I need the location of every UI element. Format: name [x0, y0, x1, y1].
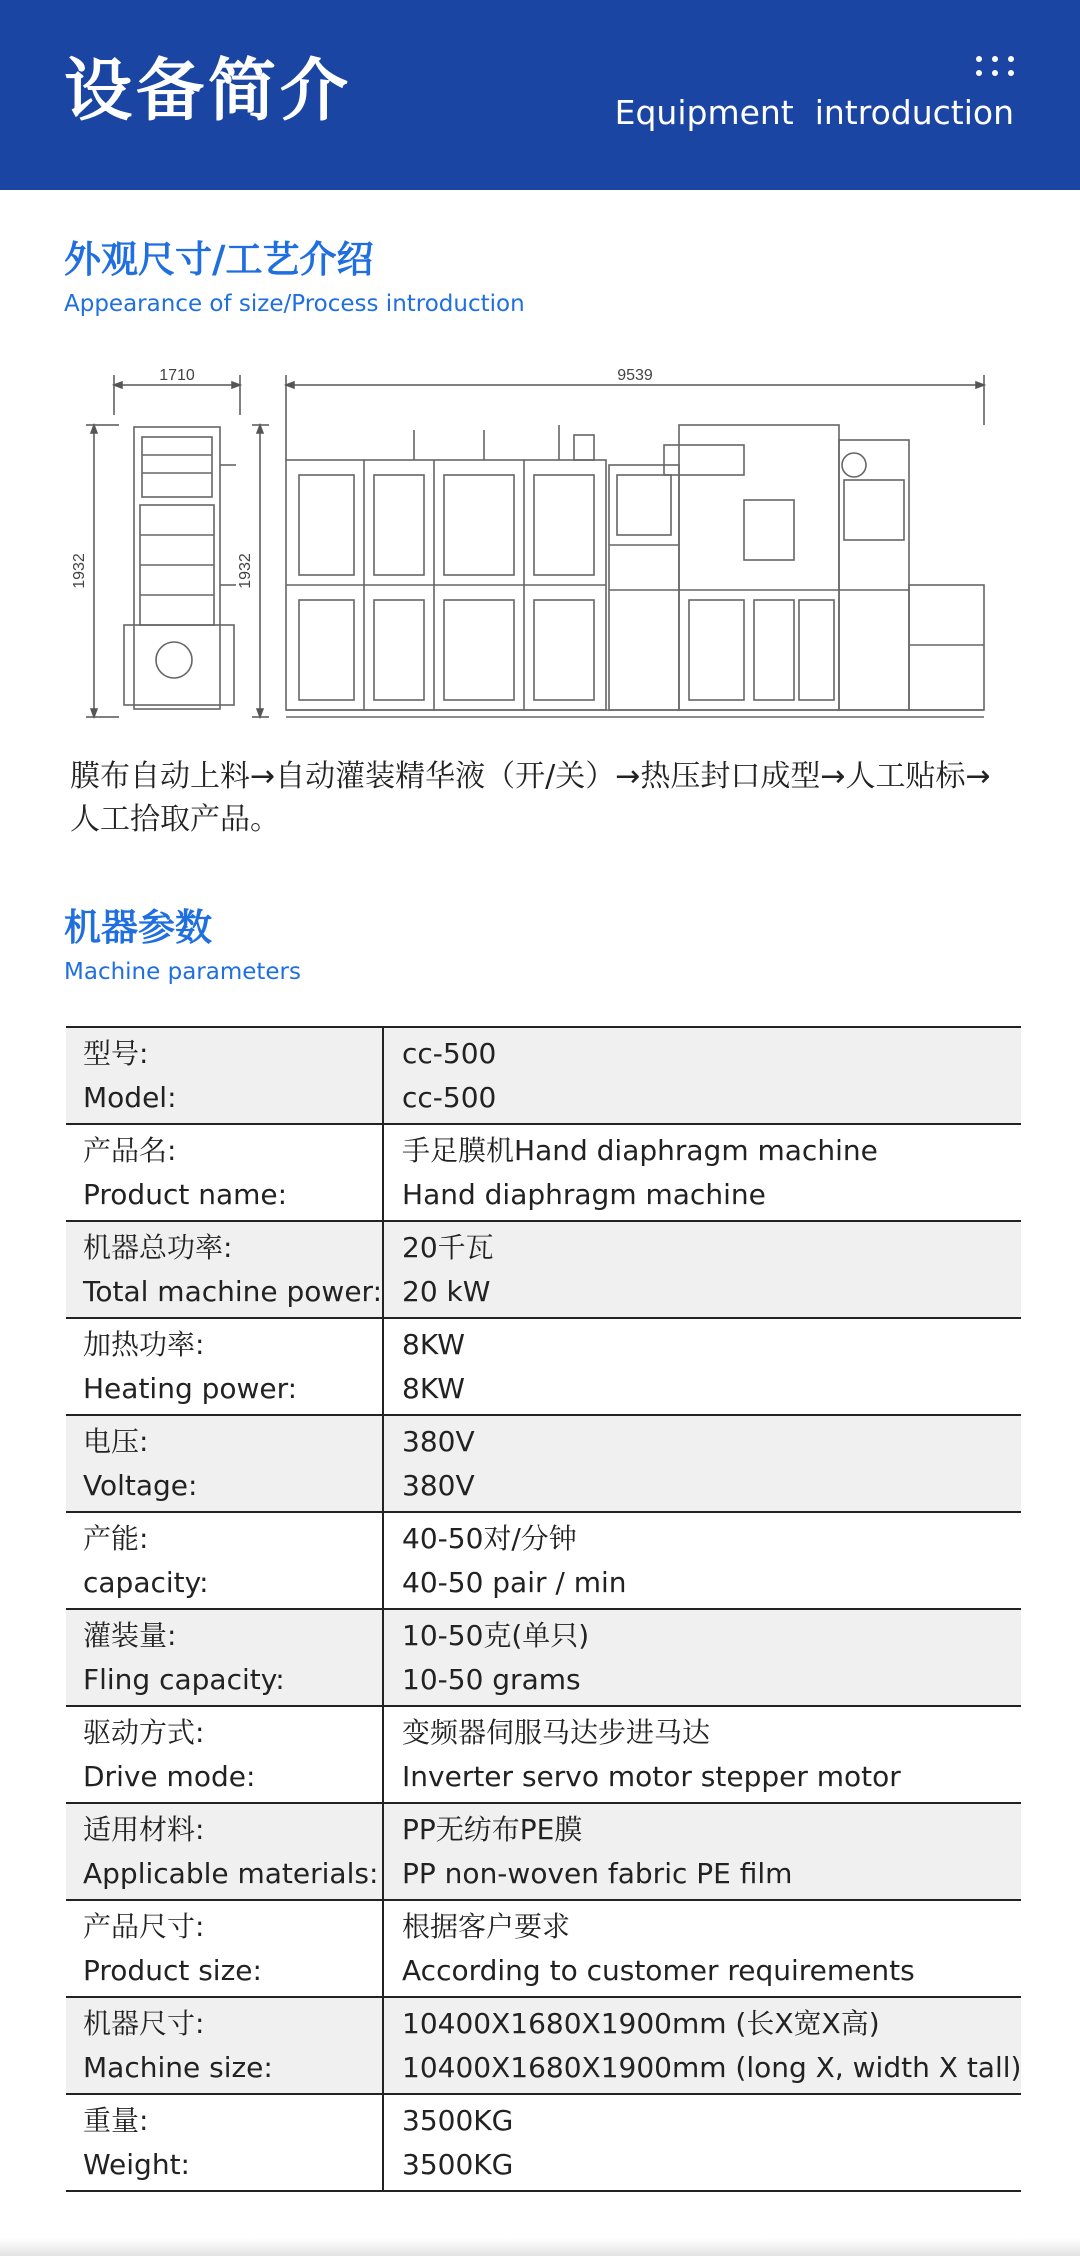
page-header — [0, 0, 1080, 190]
table-row — [66, 2094, 1021, 2191]
dots-grid-icon[interactable] — [976, 56, 1014, 80]
param-value-cn: PP无纺布PE膜 — [402, 1812, 583, 1846]
param-value-en: 20 kW — [402, 1274, 491, 1308]
table-row — [66, 1512, 1021, 1609]
param-value-cn: 手足膜机Hand diaphragm machine — [402, 1133, 878, 1167]
param-label-cn: 机器尺寸: — [83, 2006, 205, 2040]
param-value-cn: 10400X1680X1900mm (长X宽X高) — [402, 2006, 880, 2040]
param-label-cell — [66, 1706, 383, 1803]
page-subtitle: Equipment introduction — [614, 93, 1014, 132]
param-label-cell — [66, 1803, 383, 1900]
dimension-height-right: 1932 — [237, 553, 254, 589]
table-row — [66, 1221, 1021, 1318]
param-value-en: 3500KG — [402, 2147, 514, 2181]
param-label-en: Voltage: — [83, 1468, 198, 1502]
param-value-cell — [383, 2094, 1021, 2191]
param-label-cn: 产能: — [83, 1521, 149, 1555]
param-label-cell — [66, 1900, 383, 1997]
section-title-params: 机器参数 — [64, 906, 212, 949]
param-label-en: Applicable materials: — [83, 1856, 379, 1890]
param-label-cn: 灌装量: — [83, 1618, 177, 1652]
param-label-cn: 产品尺寸: — [83, 1909, 205, 1943]
param-value-en: PP non-woven fabric PE film — [402, 1856, 793, 1890]
param-label-en: Product size: — [83, 1953, 262, 1987]
section-subtitle-params: Machine parameters — [64, 959, 301, 985]
param-label-cn: 机器总功率: — [83, 1230, 233, 1264]
param-value-en: 8KW — [402, 1371, 465, 1405]
param-value-en: cc-500 — [402, 1080, 497, 1114]
param-value-en: 380V — [402, 1468, 475, 1502]
table-row — [66, 1609, 1021, 1706]
table-row — [66, 1318, 1021, 1415]
param-label-cn: 重量: — [83, 2103, 149, 2137]
param-label-cn: 型号: — [83, 1036, 149, 1070]
param-value-en: 10400X1680X1900mm (long X, width X tall) — [402, 2050, 1022, 2084]
table-row — [66, 1803, 1021, 1900]
param-label-cn: 电压: — [83, 1424, 149, 1458]
param-label-cn: 驱动方式: — [83, 1715, 205, 1749]
param-value-cn: 10-50克(单只) — [402, 1618, 590, 1652]
param-label-cn: 产品名: — [83, 1133, 177, 1167]
param-value-cn: 根据客户要求 — [402, 1909, 571, 1943]
section-title-appearance: 外观尺寸/工艺介绍 — [64, 238, 374, 281]
param-label-cell — [66, 1997, 383, 2094]
param-label-cell — [66, 1609, 383, 1706]
param-label-en: Product name: — [83, 1177, 288, 1211]
param-value-cell — [383, 1124, 1021, 1221]
param-value-cn: 变频器伺服马达步进马达 — [402, 1715, 711, 1749]
param-label-cell — [66, 1318, 383, 1415]
param-label-cell — [66, 2094, 383, 2191]
table-row — [66, 1900, 1021, 1997]
param-label-en: Fling capacity: — [83, 1662, 285, 1696]
param-value-cell — [383, 1221, 1021, 1318]
section-subtitle-appearance: Appearance of size/Process introduction — [64, 291, 525, 317]
param-value-cell — [383, 1900, 1021, 1997]
param-value-en: 40-50 pair / min — [402, 1565, 627, 1599]
param-label-en: Weight: — [83, 2147, 190, 2181]
param-label-en: Heating power: — [83, 1371, 298, 1405]
dimension-height-left: 1932 — [71, 553, 88, 589]
dimension-width-large: 9539 — [617, 367, 653, 384]
param-value-cn: 8KW — [402, 1327, 465, 1361]
bottom-bar — [0, 2238, 1080, 2256]
param-value-cn: 40-50对/分钟 — [402, 1521, 577, 1555]
param-value-cell — [383, 1609, 1021, 1706]
param-value-cell — [383, 1803, 1021, 1900]
param-label-cell — [66, 1221, 383, 1318]
param-value-en: 10-50 grams — [402, 1662, 581, 1696]
param-label-en: Total machine power: — [83, 1274, 383, 1308]
param-value-cell — [383, 1512, 1021, 1609]
param-label-cell — [66, 1124, 383, 1221]
param-value-cell — [383, 1415, 1021, 1512]
table-row — [66, 1027, 1021, 1124]
param-value-cn: 3500KG — [402, 2103, 514, 2137]
table-row — [66, 1415, 1021, 1512]
param-value-cn: 20千瓦 — [402, 1230, 494, 1264]
param-value-en: Inverter servo motor stepper motor — [402, 1759, 901, 1793]
machine-drawing — [64, 345, 994, 730]
process-description: 膜布自动上料→自动灌装精华液（开/关）→热压封口成型→人工贴标→人工拾取产品。 — [70, 759, 991, 837]
param-label-en: Machine size: — [83, 2050, 273, 2084]
param-value-cell — [383, 1706, 1021, 1803]
dimension-width-small: 1710 — [159, 367, 195, 384]
param-label-en: Drive mode: — [83, 1759, 256, 1793]
param-label-cell — [66, 1415, 383, 1512]
page-title: 设备简介 — [64, 52, 353, 131]
param-value-cn: cc-500 — [402, 1036, 497, 1070]
param-label-cn: 加热功率: — [83, 1327, 205, 1361]
param-value-en: Hand diaphragm machine — [402, 1177, 766, 1211]
param-value-cell — [383, 1318, 1021, 1415]
param-value-cn: 380V — [402, 1424, 475, 1458]
table-row — [66, 1997, 1021, 2094]
param-value-en: According to customer requirements — [402, 1953, 915, 1987]
param-label-cn: 适用材料: — [83, 1812, 205, 1846]
machine-parameters-table — [66, 1026, 1021, 2192]
param-label-cell — [66, 1512, 383, 1609]
param-value-cell — [383, 1997, 1021, 2094]
table-row — [66, 1124, 1021, 1221]
param-value-cell — [383, 1027, 1021, 1124]
param-label-cell — [66, 1027, 383, 1124]
param-label-en: Model: — [83, 1080, 177, 1114]
table-row — [66, 1706, 1021, 1803]
param-label-en: capacity: — [83, 1565, 209, 1599]
